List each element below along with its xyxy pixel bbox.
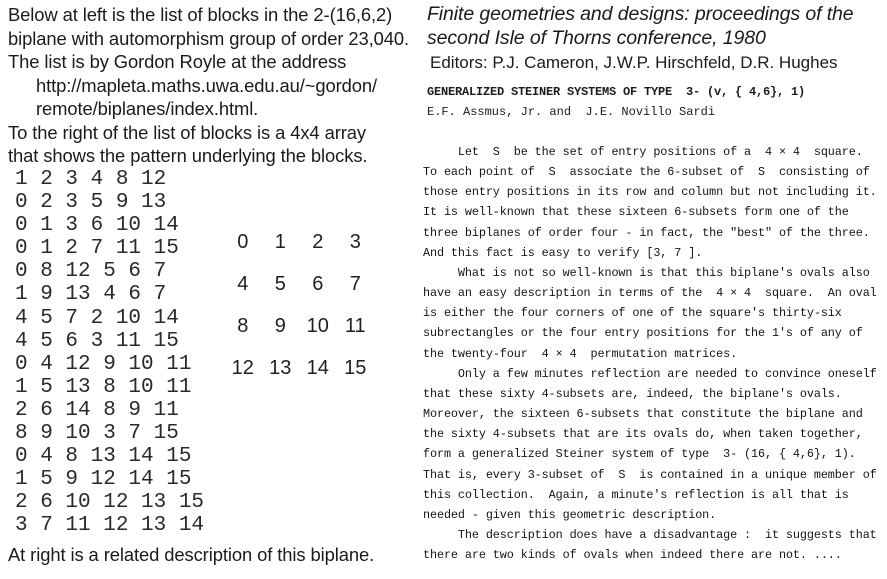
array-cell: 6 — [312, 272, 324, 295]
block-row: 1 5 9 12 14 15 — [15, 468, 192, 492]
block-row: 1 9 13 4 6 7 — [15, 283, 167, 307]
array-cell: 4 — [237, 272, 249, 295]
array-cell: 9 — [274, 314, 286, 337]
array-cell: 15 — [344, 356, 367, 379]
block-row: 0 2 3 5 9 13 — [15, 191, 167, 215]
array-cell: 5 — [274, 272, 286, 295]
array-cell: 13 — [269, 356, 292, 379]
intro-line: that shows the pattern underlying the blocks. — [8, 145, 368, 166]
paper-heading: GENERALIZED STEINER SYSTEMS OF TYPE 3- (v, { 4,6}, 1) — [427, 85, 806, 99]
body-line: the sixty 4-subsets that are its ovals do, when taken together, — [423, 427, 863, 442]
body-line: the twenty-four 4 × 4 permutation matrices. — [423, 346, 738, 361]
book-title-line: second Isle of Thorns conference, 1980 — [427, 26, 766, 49]
block-row: 0 1 3 6 10 14 — [15, 214, 179, 238]
block-row: 3 7 11 12 13 14 — [15, 514, 205, 538]
block-row: 0 4 12 9 10 11 — [15, 352, 192, 376]
array-cell: 10 — [306, 314, 329, 337]
authors-line: E.F. Assmus, Jr. and J.E. Novillo Sardi — [427, 105, 716, 119]
array-cell: 8 — [237, 314, 249, 337]
paper-body — [423, 142, 877, 565]
body-line: It is well-known that these sixteen 6-subsets form one of the — [423, 205, 849, 220]
intro-text — [8, 3, 409, 168]
url-text: http://mapleta.maths.uwa.edu.au/~gordon/ — [36, 74, 378, 96]
footer-note: At right is a related description of this biplane. — [8, 544, 375, 565]
body-line: subrectangles or the four entry positions for the 1's of any of — [423, 326, 863, 341]
body-line: What is not so well-known is that this biplane's ovals also — [423, 265, 870, 280]
body-line: form a generalized Steiner system of type 3- (16, { 4,6}, 1). — [423, 447, 856, 462]
block-row: 2 6 14 8 9 11 — [15, 398, 179, 422]
body-line: this collection. Again, a minute's reflection is all that is — [423, 487, 849, 502]
intro-line: The list is by Gordon Royle at the address — [8, 51, 347, 72]
url-text: remote/biplanes/index.html. — [36, 98, 259, 119]
block-row: 1 5 13 8 10 11 — [15, 375, 192, 399]
body-line: Let S be the set of entry positions of a 4 × 4 square. — [423, 145, 863, 159]
array-cell: 11 — [344, 314, 366, 337]
book-title — [427, 3, 854, 50]
array-cell: 12 — [231, 356, 254, 379]
intro-line: Below at left is the list of blocks in the 2-(16,6,2) — [8, 4, 393, 25]
body-line: To each point of S associate the 6-subset of S consisting of — [423, 165, 870, 180]
block-list — [15, 168, 204, 538]
block-row: 4 5 6 3 11 15 — [15, 329, 179, 353]
array-cell: 3 — [349, 230, 361, 253]
body-line: three biplanes of order four - in fact, the "best" of the three. — [423, 225, 870, 240]
body-line: That is, every 3-subset of S is contained in a unique member of — [423, 467, 877, 482]
editors-line: Editors: P.J. Cameron, J.W.P. Hirschfeld, D.R. Hughes — [430, 53, 838, 72]
block-row: 0 4 8 13 14 15 — [15, 445, 192, 469]
body-line: Moreover, the sixteen 6-subsets that constitute the biplane and — [423, 407, 863, 422]
block-row: 1 2 3 4 8 12 — [15, 168, 167, 191]
body-line: there are two kinds of ovals when indeed there are not. .... — [423, 548, 842, 563]
array-4x4 — [224, 221, 374, 389]
intro-line: To the right of the list of blocks is a 4x4 array — [8, 121, 366, 143]
array-cell: 1 — [274, 230, 286, 253]
body-line: that these sixty 4-subsets are, indeed, the biplane's ovals. — [423, 386, 842, 401]
array-cell: 7 — [349, 272, 361, 295]
body-line: And this fact is easy to verify [3, 7 ]. — [423, 245, 703, 260]
block-row: 0 1 2 7 11 15 — [15, 237, 179, 261]
intro-line: biplane with automorphism group of order 23,040. — [8, 27, 410, 49]
body-line: needed - given this geometric description. — [423, 507, 717, 522]
block-row: 0 8 12 5 6 7 — [15, 260, 167, 284]
block-row: 2 6 10 12 13 15 — [15, 491, 205, 515]
array-cell: 0 — [237, 230, 249, 253]
block-row: 4 5 7 2 10 14 — [15, 306, 179, 330]
book-title-line: Finite geometries and designs: proceedings of the — [427, 3, 854, 25]
array-cell: 14 — [306, 356, 329, 379]
body-line: those entry positions in its row and column but not including it. — [423, 185, 877, 200]
array-cell: 2 — [312, 230, 324, 253]
body-line: is either the four corners of one of the square's thirty-six — [423, 306, 842, 321]
body-line: Only a few minutes reflection are needed to convince oneself — [423, 366, 877, 381]
body-line: The description does have a disadvantage : it suggests that — [423, 527, 877, 542]
body-line: have an easy description in terms of the 4 × 4 square. An oval — [423, 286, 877, 301]
block-row: 8 9 10 3 7 15 — [15, 422, 179, 446]
